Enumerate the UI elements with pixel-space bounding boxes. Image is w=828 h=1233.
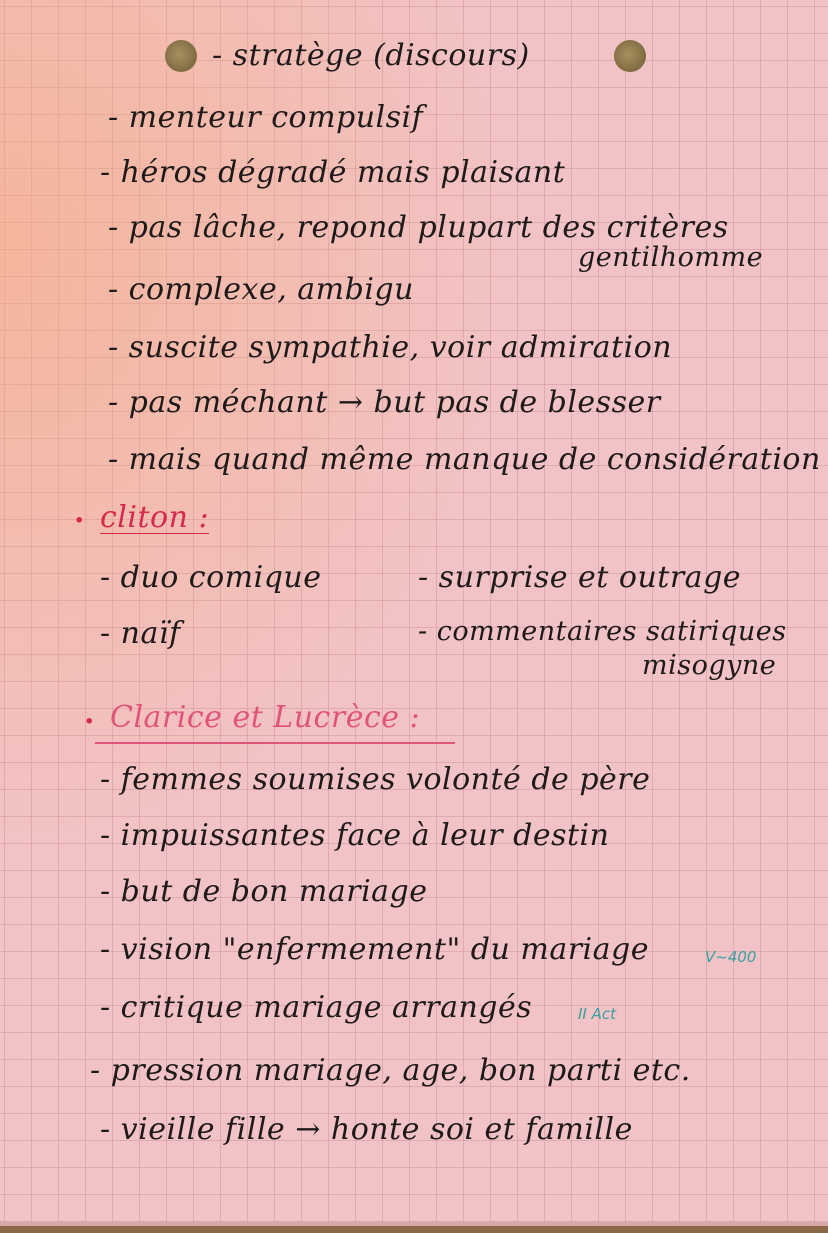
note-line: - pas lâche, repond plupart des critères [108,210,729,245]
note-line: - pression mariage, age, bon parti etc. [90,1053,691,1088]
note-line: - mais quand même manque de considération [108,442,821,477]
note-line: - complexe, ambigu [108,272,414,307]
note-line: - naïf [100,616,181,651]
note-line: - héros dégradé mais plaisant [100,155,566,190]
note-line: - commentaires satiriques [418,616,787,647]
note-line: - femmes soumises volonté de père [100,762,651,797]
note-line: - menteur compulsif [108,100,424,135]
note-line: - duo comique [100,560,322,595]
margin-note: II Act [578,1005,617,1023]
margin-note: V~400 [705,948,757,966]
note-line: gentilhomme [578,242,764,273]
note-line: - but de bon mariage [100,874,428,909]
note-line: - impuissantes face à leur destin [100,818,610,853]
heading-underline [95,742,455,744]
note-line: - stratège (discours) [212,38,530,73]
note-line: - vieille fille → honte soi et famille [100,1112,633,1147]
note-line: - surprise et outrage [418,560,742,595]
note-line: - critique mariage arrangés [100,990,533,1025]
bullet-dot: · [84,704,95,739]
punch-hole-left [165,40,197,72]
section-heading-cliton: cliton : [100,500,210,535]
note-line: - suscite sympathie, voir admiration [108,330,673,365]
note-line: - pas méchant → but pas de blesser [108,385,661,420]
section-heading-clarice: Clarice et Lucrèce : [110,700,421,735]
bullet-dot: · [74,503,85,538]
note-line: misogyne [642,650,777,681]
note-line: - vision "enfermement" du mariage [100,932,649,967]
punch-hole-right [614,40,646,72]
